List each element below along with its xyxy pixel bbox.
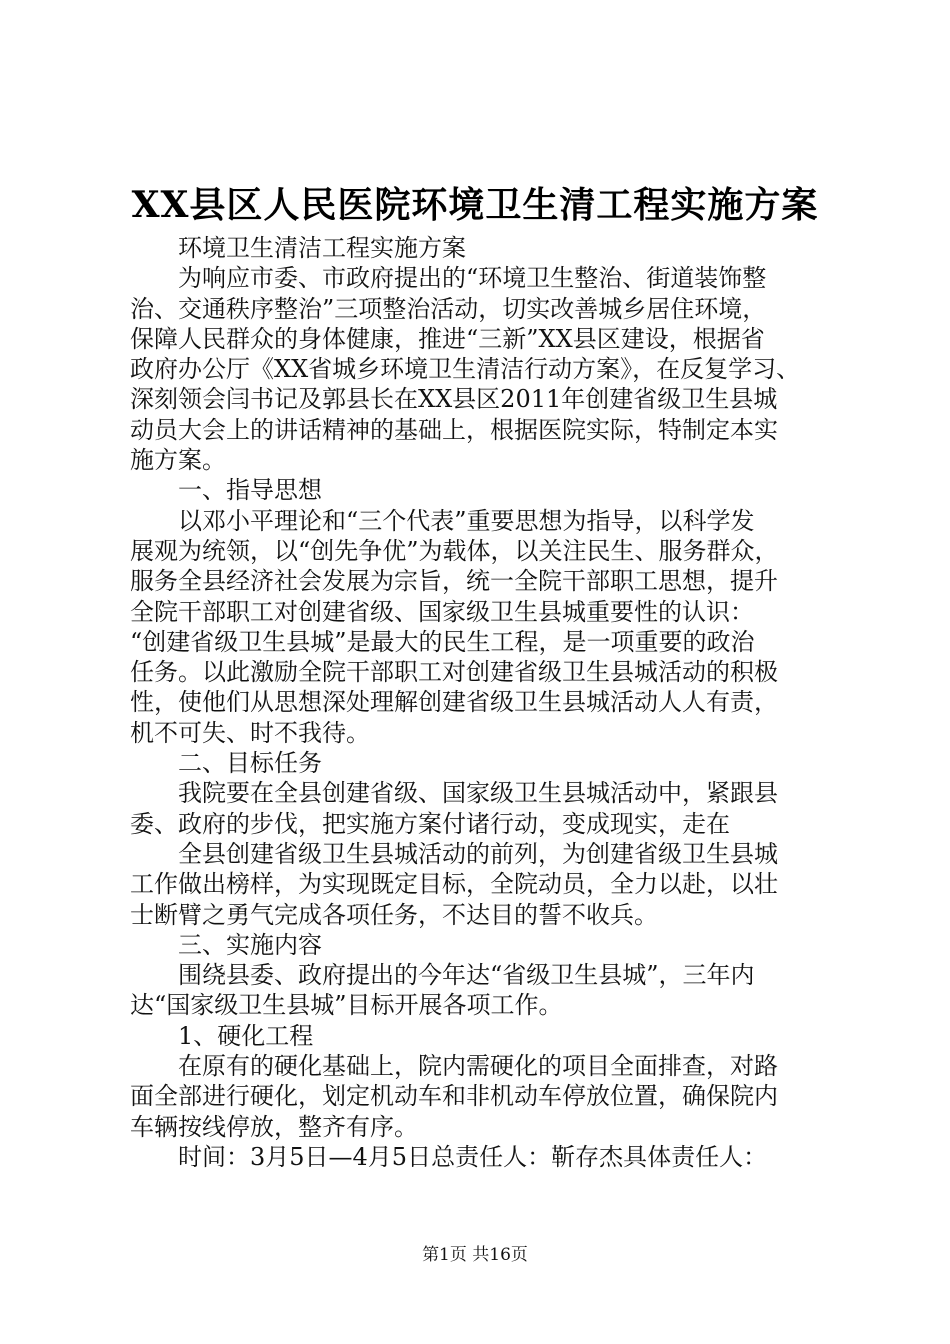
text-line: 保障人民群众的身体健康，推进“三新”XX县区建设，根据省 — [130, 324, 765, 353]
text-line: 机不可失、时不我待。 — [130, 718, 370, 747]
text-line: 治、交通秩序整治”三项整治活动，切实改善城乡居住环境， — [130, 294, 767, 323]
text-line: 二、目标任务 — [178, 749, 322, 778]
text-line: 任务。以此激励全院干部职工对创建省级卫生县城活动的积极 — [130, 658, 778, 687]
text-line: 时间：3月5日—4月5日总责任人：靳存杰具体责任人： — [178, 1142, 768, 1171]
text-line: 全院干部职工对创建省级、国家级卫生县城重要性的认识： — [130, 597, 754, 626]
document-body — [130, 233, 830, 1172]
text-line: 性，使他们从思想深处理解创建省级卫生县城活动人人有责， — [130, 688, 778, 717]
text-line: 车辆按线停放，整齐有序。 — [130, 1112, 418, 1141]
text-line: 服务全县经济社会发展为宗旨，统一全院干部职工思想，提升 — [130, 567, 778, 596]
text-line: 达“国家级卫生县城”目标开展各项工作。 — [130, 991, 563, 1020]
text-line: 政府办公厅《XX省城乡环境卫生清洁行动方案》，在反复学习、 — [130, 355, 801, 384]
text-line: 以邓小平理论和“三个代表”重要思想为指导，以科学发 — [178, 506, 755, 535]
text-line: 施方案。 — [130, 446, 226, 475]
text-line: 深刻领会闫书记及郭县长在XX县区2011年创建省级卫生县城 — [130, 385, 778, 414]
text-line: 在原有的硬化基础上，院内需硬化的项目全面排查，对路 — [178, 1052, 778, 1081]
text-line: 三、实施内容 — [178, 930, 322, 959]
document-title: XX县区人民医院环境卫生清工程实施方案 — [131, 184, 819, 226]
text-line: “创建省级卫生县城”是最大的民生工程，是一项重要的政治 — [130, 627, 755, 656]
text-line: 环境卫生清洁工程实施方案 — [178, 234, 466, 262]
text-line: 工作做出榜样，为实现既定目标，全院动员，全力以赴，以壮 — [130, 870, 778, 899]
text-line: 展观为统领，以“创先争优”为载体，以关注民生、服务群众， — [130, 536, 779, 565]
text-line: 士断臂之勇气完成各项任务，不达目的誓不收兵。 — [130, 900, 658, 929]
page-footer: 第1页 共16页 — [422, 1245, 528, 1265]
text-line: 1、硬化工程 — [178, 1021, 314, 1050]
text-line: 为响应市委、市政府提出的“环境卫生整治、街道装饰整 — [178, 264, 767, 293]
text-line: 委、政府的步伐，把实施方案付诸行动，变成现实，走在 — [130, 809, 730, 838]
text-line: 全县创建省级卫生县城活动的前列，为创建省级卫生县城 — [178, 839, 778, 868]
text-line: 一、指导思想 — [178, 476, 322, 505]
text-line: 面全部进行硬化，划定机动车和非机动车停放位置，确保院内 — [130, 1082, 778, 1111]
text-line: 动员大会上的讲话精神的基础上，根据医院实际，特制定本实 — [130, 415, 778, 444]
text-line: 我院要在全县创建省级、国家级卫生县城活动中，紧跟县 — [178, 779, 778, 808]
text-line: 围绕县委、政府提出的今年达“省级卫生县城”，三年内 — [178, 961, 755, 990]
